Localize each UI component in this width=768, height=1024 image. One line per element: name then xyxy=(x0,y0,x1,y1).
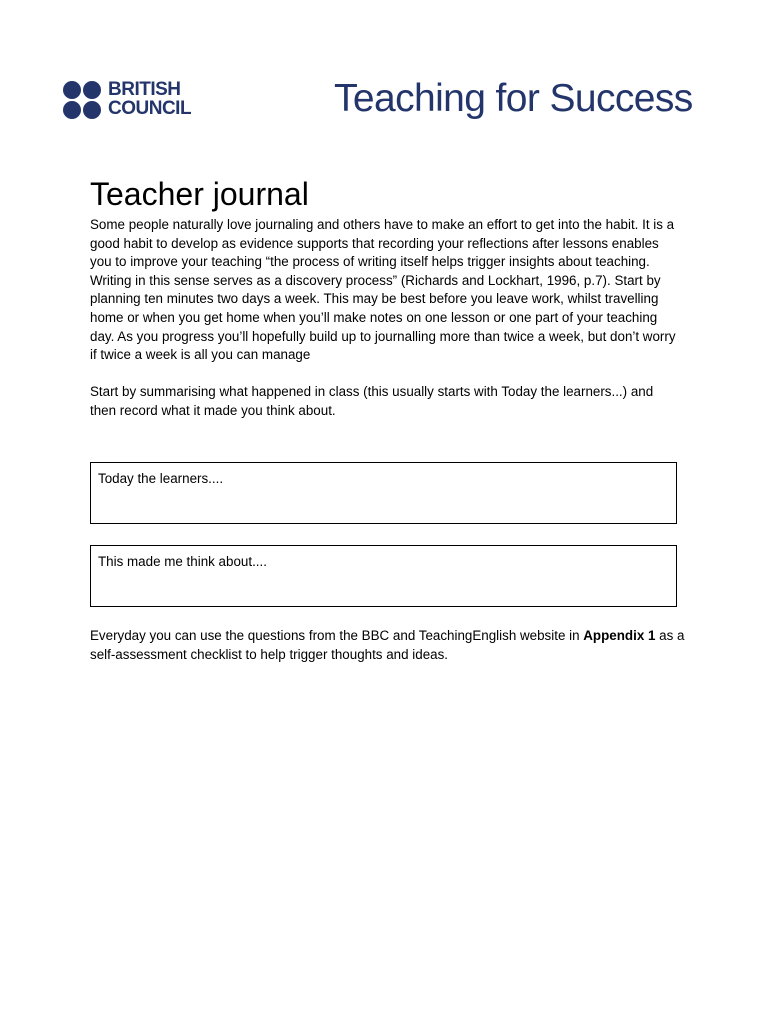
logo-wordmark xyxy=(108,80,191,118)
british-council-logo xyxy=(63,80,203,122)
logo-dot xyxy=(83,101,101,119)
logo-dot xyxy=(63,81,81,99)
today-learners-box xyxy=(90,462,677,524)
page-header xyxy=(0,0,768,140)
logo-line-1: BRITISH xyxy=(108,79,181,100)
document-body xyxy=(90,172,680,421)
closing-paragraph xyxy=(90,627,690,664)
closing-text-start: Everyday you can use the questions from the BBC and TeachingEnglish website in xyxy=(90,628,584,643)
closing-text-end: as a self-assessment checklist to help trigger thoughts and ideas. xyxy=(90,628,685,662)
logo-dot xyxy=(63,101,81,119)
page-title: Teacher journal xyxy=(90,176,309,212)
instruction-paragraph: Start by summarising what happened in class (this usually starts with Today the learners...) and then record what it made you think about. xyxy=(90,384,654,418)
made-me-think-prompt: This made me think about.... xyxy=(98,554,267,569)
today-learners-prompt: Today the learners.... xyxy=(98,471,224,486)
made-me-think-box xyxy=(90,545,677,607)
header-tagline: Teaching for Success xyxy=(334,77,693,120)
logo-dots-icon xyxy=(63,81,103,121)
intro-paragraph: Some people naturally love journaling and others have to make an effort to get into the habit. It is a good habit to develop as evidence supports that recording your reflections after lessons enables you to improve your teaching “the process of writing itself helps trigger insights about teaching. Writing in this sense serves as a discovery process” (Richards and Lockhart, 1996, p.7). Start by planning ten minutes two days a week. This may be best before you leave work, whilst travelling home or when you get home when you’ll make notes on one lesson or one part of your teaching day. As you progress you’ll hopefully build up to journalling more than twice a week, but don’t worry if twice a week is all you can manage xyxy=(90,217,676,363)
logo-dot xyxy=(83,81,101,99)
logo-line-2: COUNCIL xyxy=(108,98,192,119)
appendix-reference: Appendix 1 xyxy=(583,628,656,643)
